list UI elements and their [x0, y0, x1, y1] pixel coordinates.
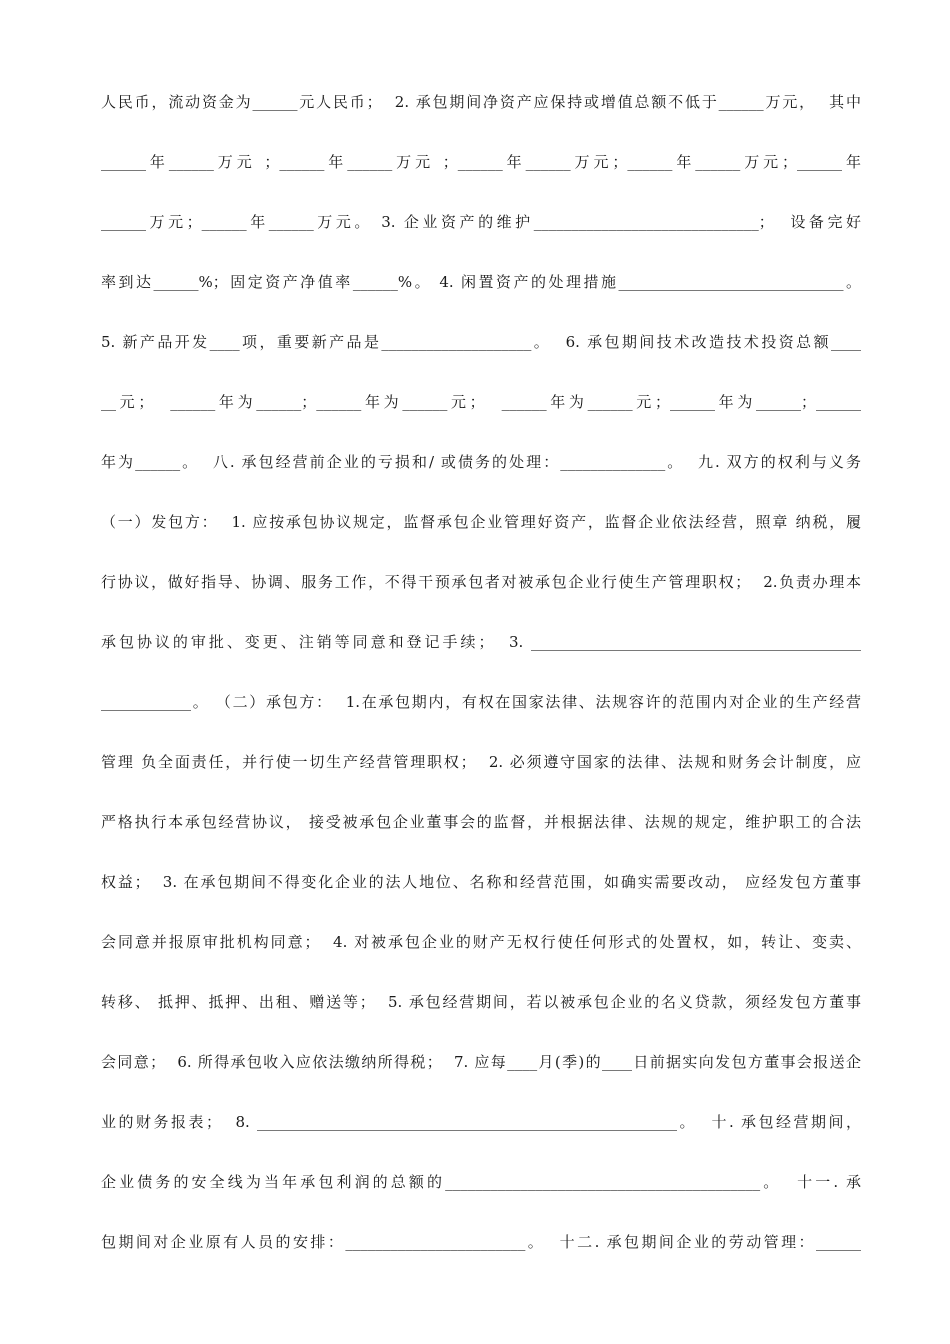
text-line-9: 行协议，做好指导、协调、服务工作，不得干预承包者对被承包企业行使生产管理职权； 2.负责办理本: [101, 573, 861, 591]
text-line-2: ______年______万元 ；______年______万元 ；______年______万元；______年______万元；______年: [101, 153, 861, 171]
text-line-16: 转移、 抵押、抵押、出租、赠送等； 5. 承包经营期间，若以被承包企业的名义贷款，须经发包方董事: [101, 993, 861, 1011]
text-line-3: ______万元；______年______万元。 3. 企业资产的维护______________________________； 设备完好: [101, 213, 861, 231]
text-line-5: 5. 新产品开发____项，重要新产品是____________________。 6. 承包期间技术改造技术投资总额____: [101, 333, 861, 351]
text-line-14: 权益； 3. 在承包期间不得变化企业的法人地位、名称和经营范围，如确实需要改动， 应经发包方董事: [101, 873, 861, 891]
text-line-13: 严格执行本承包经营协议， 接受被承包企业董事会的监督，并根据法律、法规的规定，维护职工的合法: [101, 813, 861, 831]
text-line-19: 企业债务的安全线为当年承包利润的总额的__________________________________________。 十一. 承: [101, 1173, 861, 1191]
text-line-1: 人民币，流动资金为______元人民币； 2. 承包期间净资产应保持或增值总额不低于______万元， 其中: [101, 93, 861, 111]
text-line-7: 年为______。 八. 承包经营前企业的亏损和/ 或债务的处理：______________。 九. 双方的权利与义务: [101, 453, 861, 471]
text-line-18: 业的财务报表； 8. ________________________________________________________。 十. 承包经营期间，: [101, 1113, 861, 1131]
text-line-8: （一）发包方： 1. 应按承包协议规定，监督承包企业管理好资产，监督企业依法经营，照章 纳税，履: [101, 513, 861, 531]
text-line-6: __元； ______年为______；______年为______元； ______年为______元；______年为______；______: [101, 393, 861, 411]
text-line-20: 包期间对企业原有人员的安排：________________________。 十二. 承包期间企业的劳动管理：______: [101, 1233, 861, 1251]
text-line-4: 率到达______%；固定资产净值率______%。 4. 闲置资产的处理措施______________________________。: [101, 273, 861, 291]
text-line-10: 承包协议的审批、变更、注销等同意和登记手续； 3. ____________________________________________: [101, 633, 861, 651]
text-line-17: 会同意； 6. 所得承包收入应依法缴纳所得税； 7. 应每____月(季)的____日前据实向发包方董事会报送企: [101, 1053, 861, 1071]
text-line-12: 管理 负全面责任，并行使一切生产经营管理职权； 2. 必须遵守国家的法律、法规和财务会计制度，应: [101, 753, 861, 771]
text-line-11: ____________。 （二）承包方： 1.在承包期内，有权在国家法律、法规容许的范围内对企业的生产经营: [101, 693, 861, 711]
text-line-15: 会同意并报原审批机构同意； 4. 对被承包企业的财产无权行使任何形式的处置权，如，转让、变卖、: [101, 933, 861, 951]
